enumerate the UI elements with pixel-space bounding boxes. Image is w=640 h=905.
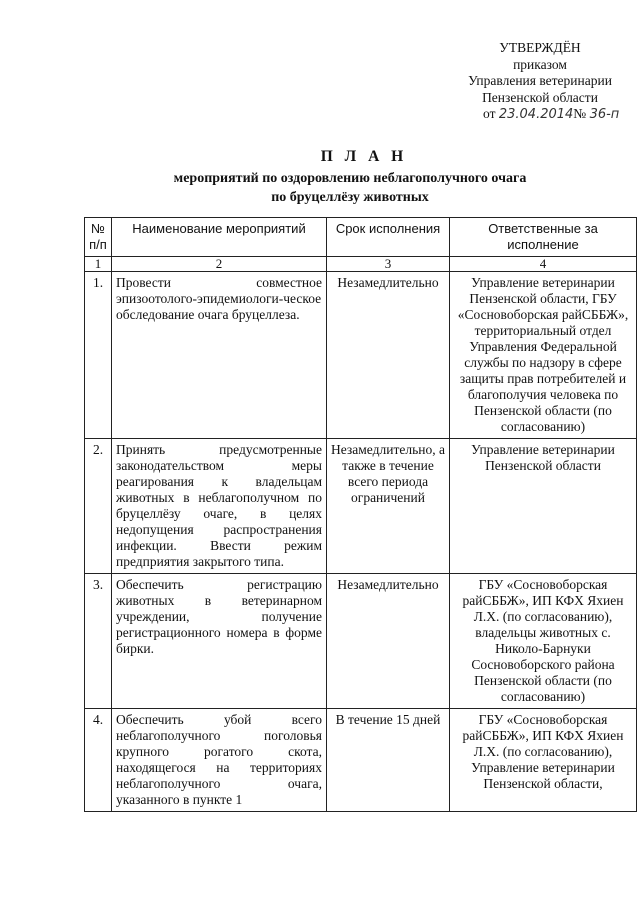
row-number: 4. xyxy=(85,709,112,812)
approval-date-prefix: от xyxy=(483,106,496,121)
approval-authority: Управления ветеринарии xyxy=(468,73,612,88)
row-responsible: Управление ветеринарии Пензенской области xyxy=(450,439,637,574)
header-name: Наименование мероприятий xyxy=(112,218,327,257)
approval-date-handwritten: 23.04.2014 xyxy=(498,107,574,122)
title-block xyxy=(0,148,640,207)
document-subtitle-line-1: мероприятий по оздоровлению неблагополучного очага xyxy=(173,171,527,186)
column-number: 2 xyxy=(112,257,327,272)
row-activity: Обеспечить убой всего неблагополучного поголовья крупного рогатого скота, находящегося на территориях неблагополучного очага, указанного в пункте 1 xyxy=(112,709,327,812)
document-title: П Л А Н xyxy=(320,148,408,165)
plan-table xyxy=(84,217,637,812)
table-row xyxy=(85,709,637,812)
column-number: 3 xyxy=(327,257,450,272)
header-deadline: Срок исполнения xyxy=(327,218,450,257)
row-number: 3. xyxy=(85,574,112,709)
row-deadline: В течение 15 дней xyxy=(327,709,450,812)
row-activity: Провести совместное эпизоотолого-эпидемиологи-ческое обследование очага бруцеллеза. xyxy=(112,272,327,439)
row-activity: Обеспечить регистрацию животных в ветеринарном учреждении, получение регистрационного номера в форме бирки. xyxy=(112,574,327,709)
row-number: 1. xyxy=(85,272,112,439)
header-responsible: Ответственные за исполнение xyxy=(450,218,637,257)
column-number-row xyxy=(85,257,637,272)
approval-number-symbol: № xyxy=(573,106,587,121)
table-row xyxy=(85,439,637,574)
row-number: 2. xyxy=(85,439,112,574)
row-deadline: Незамедлительно, а также в течение всего периода ограничений xyxy=(327,439,450,574)
approval-region: Пензенской области xyxy=(482,89,598,105)
row-deadline: Незамедлительно xyxy=(327,272,450,439)
column-number: 4 xyxy=(450,257,637,272)
document-subtitle-line-2: по бруцеллёзу животных xyxy=(271,190,429,205)
approval-number-handwritten: 36-п xyxy=(589,107,620,122)
row-responsible: Управление ветеринарии Пензенской области, ГБУ «Сосновоборская райСББЖ», территориальный отдел Управления Федеральной службы по надзору в сфере защиты прав потребителей и благополучия человека по Пензенской области (по согласованию) xyxy=(450,272,637,439)
row-activity: Принять предусмотренные законодательством меры реагирования к владельцам животных в неблагополучном по бруцеллёзу очаге, в целях недопущения распространения инфекции. Ввести режим предприятия закрытого типа. xyxy=(112,439,327,574)
row-responsible: ГБУ «Сосновоборская райСББЖ», ИП КФХ Яхиен Л.Х. (по согласованию), владельцы животных с. Николо-Барнуки Сосновоборского района Пензенской области (по согласованию) xyxy=(450,574,637,709)
approval-heading: УТВЕРЖДЁН xyxy=(499,40,581,55)
approval-date-line xyxy=(455,106,625,124)
approval-order-word: приказом xyxy=(513,56,567,72)
row-responsible: ГБУ «Сосновоборская райСББЖ», ИП КФХ Яхиен Л.Х. (по согласованию), Управление ветеринарии Пензенской области, xyxy=(450,709,637,812)
table-row xyxy=(85,272,637,439)
column-number: 1 xyxy=(85,257,112,272)
approval-block xyxy=(455,40,625,124)
table-header-row xyxy=(85,218,637,257)
header-num: № п/п xyxy=(85,218,112,257)
row-deadline: Незамедлительно xyxy=(327,574,450,709)
table-row xyxy=(85,574,637,709)
